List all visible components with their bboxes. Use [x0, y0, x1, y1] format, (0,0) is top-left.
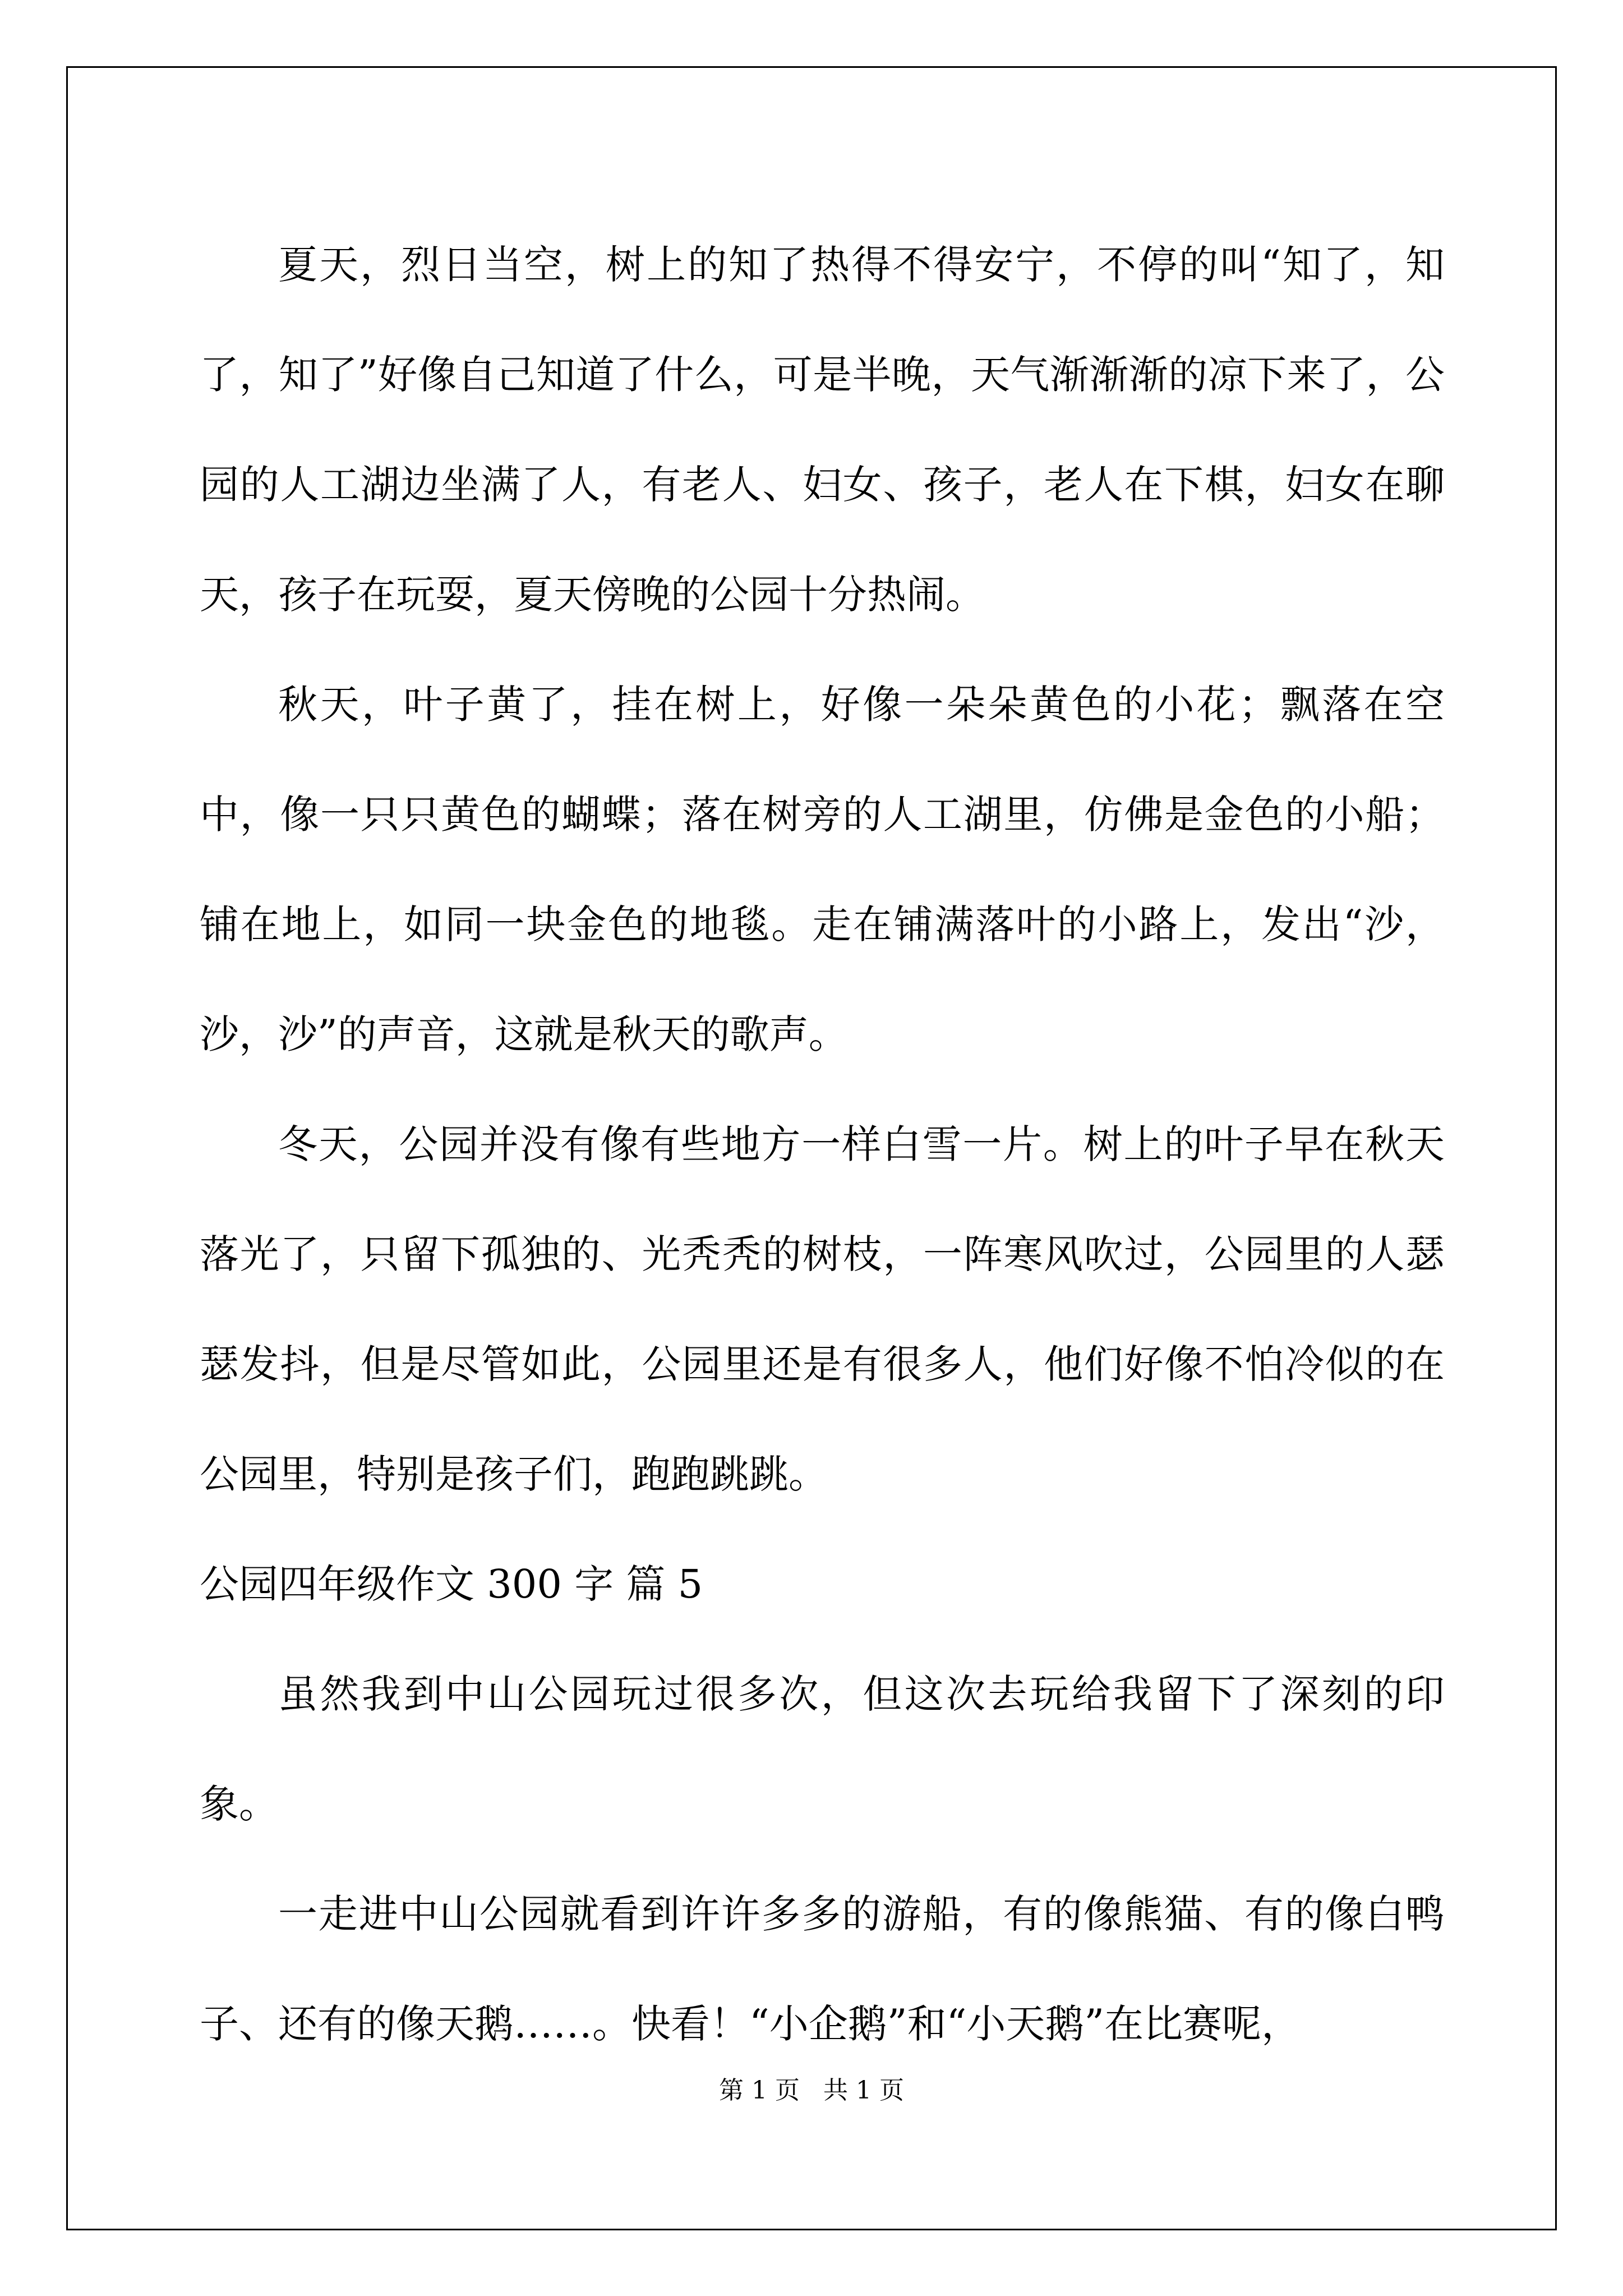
paragraph-winter: 冬天，公园并没有像有些地方一样白雪一片。树上的叶子早在秋天落光了，只留下孤独的、光秃秃的树枝，一阵寒风吹过，公园里的人瑟瑟发抖，但是尽管如此，公园里还是有很多人，他们好像不怕冷似的在公园里，特别是孩子们，跑跑跳跳。: [200, 1121, 1445, 1497]
document-body: [200, 210, 1445, 2079]
paragraph-autumn: 秋天，叶子黄了，挂在树上，好像一朵朵黄色的小花；飘落在空中，像一只只黄色的蝴蝶；落在树旁的人工湖里，仿佛是金色的小船；铺在地上，如同一块金色的地毯。走在铺满落叶的小路上，发出“沙，沙，沙”的声音，这就是秋天的歌声。: [200, 682, 1445, 1057]
essay-heading: 公园四年级作文 300 字 篇 5: [200, 1561, 703, 1607]
paragraph-summer: 夏天，烈日当空，树上的知了热得不得安宁，不停的叫“知了，知了，知了”好像自己知道了什么，可是半晚，天气渐渐渐的凉下来了，公园的人工湖边坐满了人，有老人、妇女、孩子，老人在下棋，妇女在聊天，孩子在玩耍，夏天傍晚的公园十分热闹。: [200, 242, 1445, 618]
page-footer: 第 1 页 共 1 页: [719, 2076, 904, 2105]
paragraph-intro: 虽然我到中山公园玩过很多次，但这次去玩给我留下了深刻的印象。: [200, 1671, 1445, 1827]
paragraph-boats: 一走进中山公园就看到许许多多的游船，有的像熊猫、有的像白鸭子、还有的像天鹅……。快看！“小企鹅”和“小天鹅”在比赛呢，: [200, 1891, 1445, 2047]
